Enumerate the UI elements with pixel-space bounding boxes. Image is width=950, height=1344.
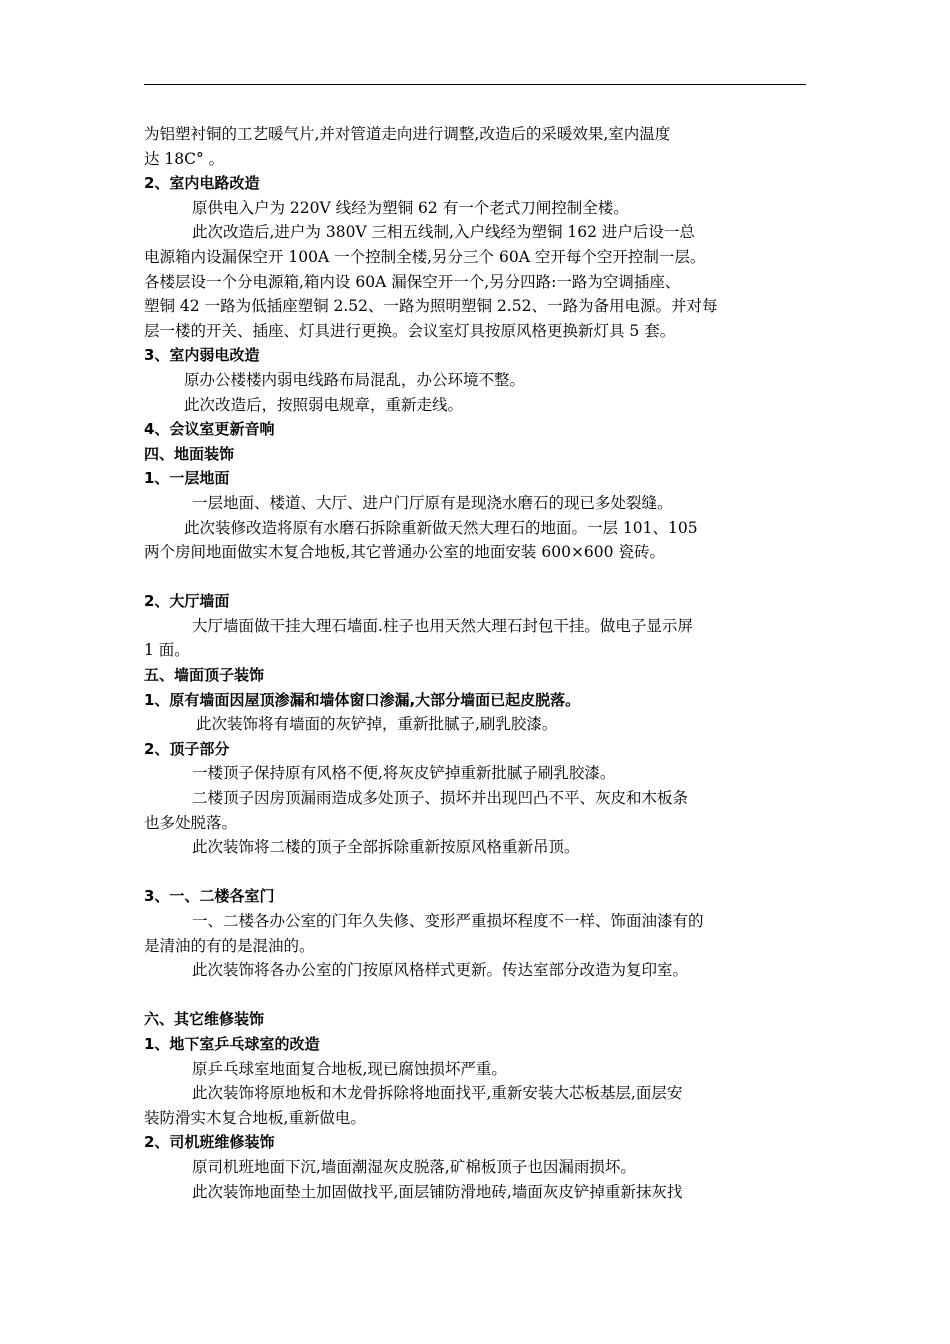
section-heading: 2、室内电路改造 bbox=[144, 174, 260, 193]
section-heading: 3、室内弱电改造 bbox=[144, 346, 260, 365]
paragraph-line: 一层地面、楼道、大厅、进户门厅原有是现浇水磨石的现已多处裂缝。 bbox=[192, 493, 673, 512]
paragraph-line: 层一楼的开关、插座、灯具进行更换。会议室灯具按原风格更换新灯具 5 套。 bbox=[144, 321, 676, 340]
paragraph-line: 二楼顶子因房顶漏雨造成多处顶子、损坏并出现凹凸不平、灰皮和木板条 bbox=[192, 789, 689, 808]
blank-line bbox=[144, 565, 808, 590]
paragraph-line: 此次改造后,进户为 380V 三相五线制,入户线经为塑铜 162 进户后设一总 bbox=[192, 223, 695, 242]
section-heading: 1、原有墙面因屋顶渗漏和墙体窗口渗漏,大部分墙面已起皮脱落。 bbox=[144, 690, 581, 709]
header-rule bbox=[144, 84, 806, 85]
paragraph-line: 装防滑实木复合地板,重新做电。 bbox=[144, 1108, 366, 1127]
paragraph-line: 各楼层设一个分电源箱,箱内设 60A 漏保空开一个,另分四路:一路为空调插座、 bbox=[144, 272, 681, 291]
chapter-heading: 六、其它维修装饰 bbox=[144, 1010, 265, 1029]
paragraph-line: 此次装修改造将原有水磨石拆除重新做天然大理石的地面。一层 101、105 bbox=[184, 518, 698, 537]
section-heading: 2、顶子部分 bbox=[144, 739, 230, 758]
paragraph-line: 大厅墙面做干挂大理石墙面.柱子也用天然大理石封包干挂。做电子显示屏 bbox=[192, 616, 693, 635]
section-heading: 3、一、二楼各室门 bbox=[144, 887, 275, 906]
section-heading: 2、大厅墙面 bbox=[144, 592, 230, 611]
paragraph-line: 原乒乓球室地面复合地板,现已腐蚀损坏严重。 bbox=[192, 1059, 507, 1078]
paragraph-line: 此次装饰地面垫土加固做找平,面层铺防滑地砖,墙面灰皮铲掉重新抹灰找 bbox=[192, 1182, 683, 1201]
paragraph-line: 为铝塑衬铜的工艺暖气片,并对管道走向进行调整,改造后的采暖效果,室内温度 bbox=[144, 125, 671, 143]
paragraph-line: 原供电入户为 220V 线经为塑铜 62 有一个老式刀闸控制全楼。 bbox=[192, 198, 629, 217]
chapter-heading: 五、墙面顶子装饰 bbox=[144, 666, 265, 685]
paragraph-line: 1 面。 bbox=[144, 641, 190, 660]
paragraph-line: 一楼顶子保持原有风格不便,将灰皮铲掉重新批腻子刷乳胶漆。 bbox=[192, 764, 616, 783]
chapter-heading: 四、地面装饰 bbox=[144, 444, 235, 463]
section-heading: 2、司机班维修装饰 bbox=[144, 1133, 275, 1152]
paragraph-line: 此次装饰将各办公室的门按原风格样式更新。传达室部分改造为复印室。 bbox=[192, 961, 689, 980]
paragraph-line: 此次改造后，按照弱电规章，重新走线。 bbox=[184, 395, 464, 414]
paragraph-line: 一、二楼各办公室的门年久失修、变形严重损坏程度不一样、饰面油漆有的 bbox=[192, 912, 704, 930]
paragraph-line: 原司机班地面下沉,墙面潮湿灰皮脱落,矿棉板顶子也因漏雨损坏。 bbox=[192, 1157, 636, 1176]
paragraph-line: 两个房间地面做实木复合地板,其它普通办公室的地面安装 600×600 瓷砖。 bbox=[144, 543, 665, 562]
paragraph-line: 塑铜 42 一路为低插座塑铜 2.52、一路为照明塑铜 2.52、一路为备用电源。并对每 bbox=[144, 297, 718, 316]
document-body bbox=[144, 122, 808, 1204]
section-heading: 1、一层地面 bbox=[144, 469, 230, 488]
paragraph-line: 达 18C° 。 bbox=[144, 149, 225, 168]
paragraph-line: 是清油的有的是混油的。 bbox=[144, 936, 315, 955]
section-heading: 1、地下室乒乓球室的改造 bbox=[144, 1034, 320, 1053]
paragraph-line: 电源箱内设漏保空开 100A 一个控制全楼,另分三个 60A 空开每个空开控制一层。 bbox=[144, 247, 706, 266]
paragraph-line: 也多处脱落。 bbox=[144, 813, 238, 832]
paragraph-line: 原办公楼楼内弱电线路布局混乱，办公环境不整。 bbox=[184, 370, 526, 389]
section-heading: 4、会议室更新音响 bbox=[144, 420, 275, 439]
paragraph-line: 此次装饰将原地板和木龙骨拆除将地面找平,重新安装大芯板基层,面层安 bbox=[192, 1084, 683, 1103]
blank-line bbox=[144, 983, 808, 1008]
blank-line bbox=[144, 860, 808, 885]
paragraph-line: 此次装饰将有墙面的灰铲掉，重新批腻子,刷乳胶漆。 bbox=[196, 715, 558, 734]
paragraph-line: 此次装饰将二楼的顶子全部拆除重新按原风格重新吊顶。 bbox=[192, 838, 580, 857]
